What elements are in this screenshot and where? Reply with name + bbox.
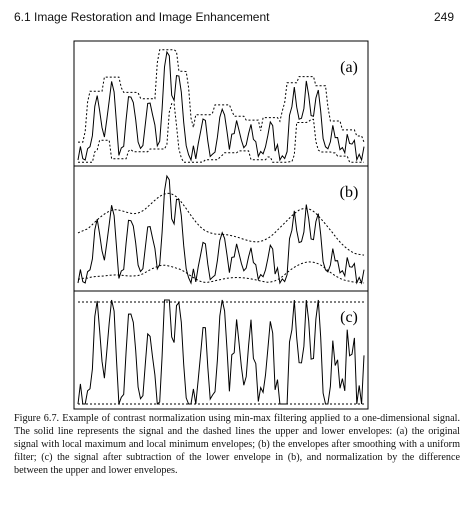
panel-b-upper-envelope xyxy=(78,193,364,255)
panel-a xyxy=(74,41,368,166)
panel-b-label: (b) xyxy=(339,184,359,201)
panel-c xyxy=(74,291,368,409)
panel-c-label: (c) xyxy=(340,309,358,326)
panel-c-signal xyxy=(78,300,364,404)
page-number: 249 xyxy=(433,10,454,24)
panel-a-label: (a) xyxy=(340,59,358,76)
figure-caption: Figure 6.7. Example of contrast normalization using min-max filtering applied to a one-dimensional signal. The solid line represents the signal and the dashed lines the upper and lower envelopes: (a) the original signal with local maximum and local minimum envelopes; (b) the envelopes after smoothing with a uniform filter; (c) the signal after subtraction of the lower envelope in (b), and normalization by the difference between the upper and lower envelopes. xyxy=(14,413,460,477)
panel-a-upper-envelope xyxy=(78,50,364,142)
section-title: 6.1 Image Restoration and Image Enhancement xyxy=(14,10,270,24)
panel-b-signal xyxy=(78,176,364,283)
panel-b xyxy=(74,166,368,291)
panel-a-signal xyxy=(78,52,364,160)
